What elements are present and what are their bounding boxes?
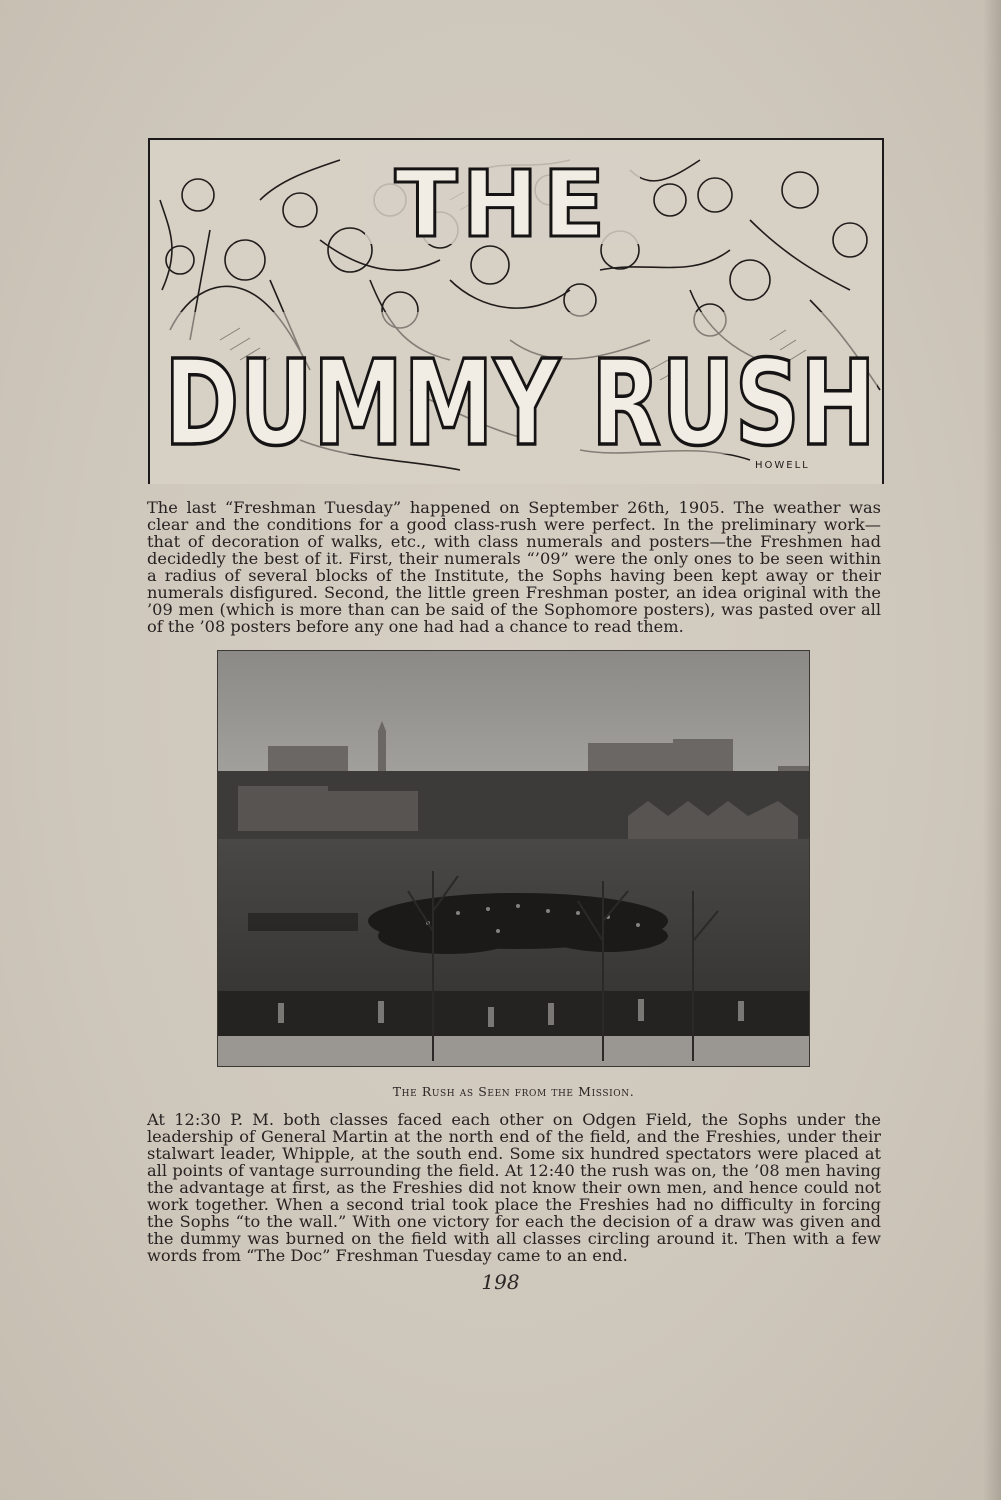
artist-signature: HOWELL	[755, 460, 810, 471]
title-word-dummy-rush: DUMMY RUSH	[164, 334, 876, 472]
rush-photograph	[217, 650, 810, 1067]
conclusion-paragraph: At 12:30 P. M. both classes faced each other on Odgen Field, the Sophs under the leadership of General Martin at the north end of the field, and the Freshies, under their stalwart leader, Whipple, at the south end. Some six hundred spectators were placed at all points of vantage surrounding the field. At 12:40 the rush was on, the ’08 men having the advantage at first, as the Freshies did not know their own men, and hence could not work together. When a second trial took place the Freshies had no difficulty in forcing the Sophs “to the wall.” With one victory for each the decision of a draw was given and the dummy was burned on the field with all classes circling around it. Then with a few words from “The Doc” Freshman Tuesday came to an end.	[147, 1110, 881, 1265]
header-illustration	[148, 138, 884, 484]
photo-sidewalk	[218, 1036, 810, 1067]
title-word-the: THE	[394, 151, 610, 258]
photo-spectators	[218, 991, 810, 1041]
intro-paragraph: The last “Freshman Tuesday” happened on September 26th, 1905. The weather was clear and the conditions for a good class-rush were perfect. In the preliminary work—that of decoration of walks, etc., with class numerals and posters—the Freshmen had decidedly the best of it. First, their numerals “’09” were the only ones to be seen within a radius of several blocks of the Institute, the Sophs having been kept away or their numerals disfigured. Second, the little green Freshman poster, an idea original with the ’09 men (which is more than can be said of the Sophomore posters), was pasted over all of the ’08 posters before any one had had a chance to read them.	[147, 498, 881, 636]
rush-photograph-image	[218, 651, 810, 1067]
page-number: 198	[481, 1270, 520, 1294]
header-illustration-drawing	[150, 140, 884, 484]
photo-caption: The Rush as Seen from the Mission.	[392, 1084, 635, 1099]
